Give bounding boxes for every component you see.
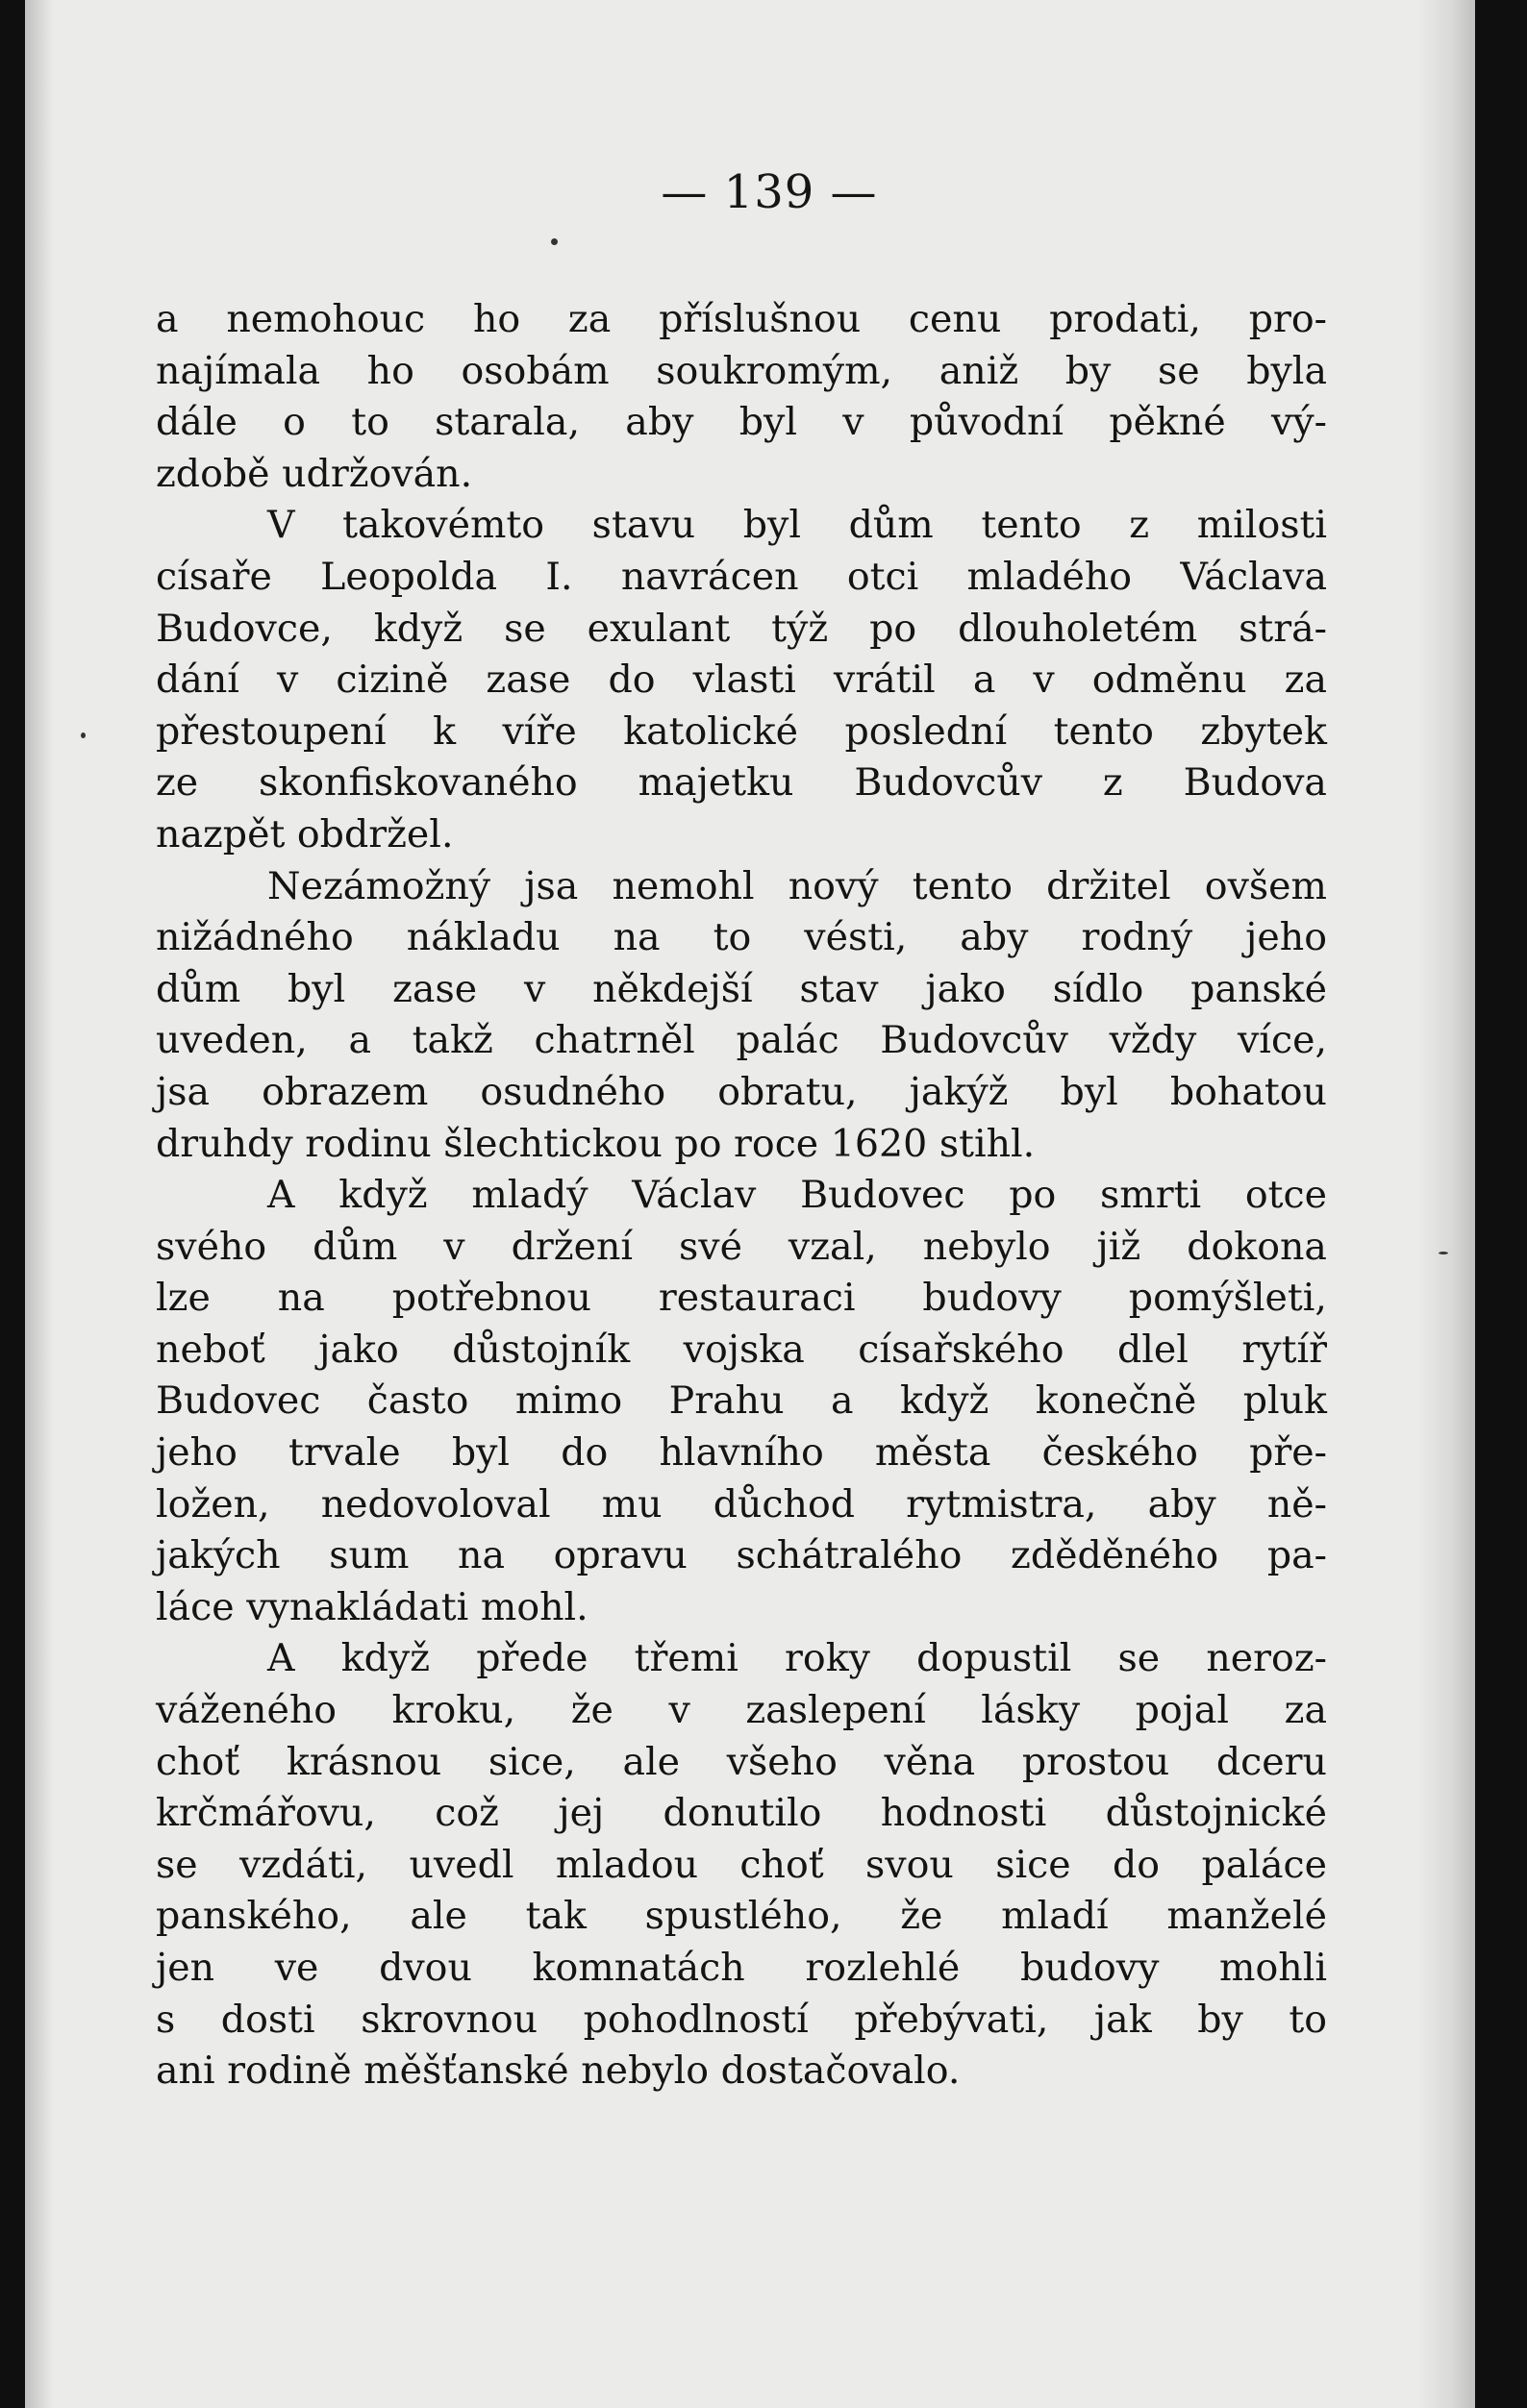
text-line: jen ve dvou komnatách rozlehlé budovy mohli bbox=[156, 1946, 1327, 1990]
book-page bbox=[25, 0, 1475, 2408]
text-line: a nemohouc ho za příslušnou cenu prodati, pro- bbox=[156, 297, 1327, 341]
paragraph bbox=[156, 1633, 1327, 2097]
text-line: uveden, a takž chatrněl palác Budovcův vždy více, bbox=[156, 1018, 1327, 1063]
text-line: dále o to starala, aby byl v původní pěkné vý- bbox=[156, 400, 1327, 445]
text-line: V takovémto stavu byl dům tento z milosti bbox=[267, 503, 1327, 548]
text-line: váženého kroku, že v zaslepení lásky pojal za bbox=[156, 1688, 1327, 1733]
text-line: láce vynakládati mohl. bbox=[156, 1584, 588, 1629]
text-line: ložen, nedovoloval mu důchod rytmistra, aby ně- bbox=[156, 1481, 1327, 1527]
paragraph bbox=[156, 500, 1327, 860]
text-line: najímala ho osobám soukromým, aniž by se byla bbox=[156, 348, 1327, 393]
text-line: Budovec často mimo Prahu a když konečně pluk bbox=[156, 1378, 1327, 1424]
text-line: neboť jako důstojník vojska císařského dlel rytíř bbox=[156, 1327, 1327, 1372]
text-line: Nezámožný jsa nemohl nový tento držitel ovšem bbox=[267, 863, 1327, 908]
text-line: A když mladý Václav Budovec po smrti otce bbox=[267, 1173, 1327, 1218]
text-line: panského, ale tak spustlého, že mladí manželé bbox=[156, 1894, 1327, 1939]
text-line: svého dům v držení své vzal, nebylo již dokona bbox=[156, 1224, 1327, 1269]
page-number: — 139 — bbox=[661, 165, 878, 219]
text-line: ani rodině měšťanské nebylo dostačovalo. bbox=[156, 2048, 961, 2094]
text-line: nižádného nákladu na to vésti, aby rodný jeho bbox=[156, 915, 1327, 960]
text-line: jeho trvale byl do hlavního města českého pře- bbox=[156, 1430, 1327, 1476]
text-line: jsa obrazem osudného obratu, jakýž byl bohatou bbox=[156, 1069, 1327, 1114]
print-speck bbox=[1439, 1252, 1448, 1254]
text-line: jakých sum na opravu schátralého zděděného pa- bbox=[156, 1533, 1327, 1578]
text-line: krčmářovu, což jej donutilo hodnosti důstojnické bbox=[156, 1791, 1327, 1836]
print-speck bbox=[551, 238, 558, 245]
text-line: dání v cizině zase do vlasti vrátil a v odměnu za bbox=[156, 658, 1327, 703]
text-line: druhdy rodinu šlechtickou po roce 1620 stihl. bbox=[156, 1121, 1036, 1166]
text-line: dům byl zase v někdejší stav jako sídlo panské bbox=[156, 966, 1327, 1011]
text-line: choť krásnou sice, ale všeho věna prostou dceru bbox=[156, 1739, 1327, 1784]
body-text bbox=[156, 294, 1327, 2098]
text-line: nazpět obdržel. bbox=[156, 811, 454, 856]
text-line: A když přede třemi roky dopustil se neroz- bbox=[267, 1636, 1327, 1681]
text-line: zdobě udržován. bbox=[156, 451, 473, 496]
print-speck bbox=[81, 732, 86, 738]
text-line: lze na potřebnou restauraci budovy pomýšleti, bbox=[156, 1276, 1327, 1321]
paragraph bbox=[156, 861, 1327, 1171]
paragraph bbox=[156, 294, 1327, 500]
text-line: přestoupení k víře katolické poslední tento zbytek bbox=[156, 708, 1327, 754]
text-line: ze skonfiskovaného majetku Budovcův z Budova bbox=[156, 760, 1327, 806]
text-line: císaře Leopolda I. navrácen otci mladého Václava bbox=[156, 554, 1327, 599]
page-edge-shadow bbox=[1417, 0, 1475, 2408]
text-line: s dosti skrovnou pohodlností přebývati, jak by to bbox=[156, 1997, 1327, 2042]
text-line: Budovce, když se exulant týž po dlouholetém strá- bbox=[156, 606, 1327, 651]
text-line: se vzdáti, uvedl mladou choť svou sice do paláce bbox=[156, 1842, 1327, 1887]
page-gutter-shadow bbox=[25, 0, 54, 2408]
paragraph bbox=[156, 1170, 1327, 1633]
